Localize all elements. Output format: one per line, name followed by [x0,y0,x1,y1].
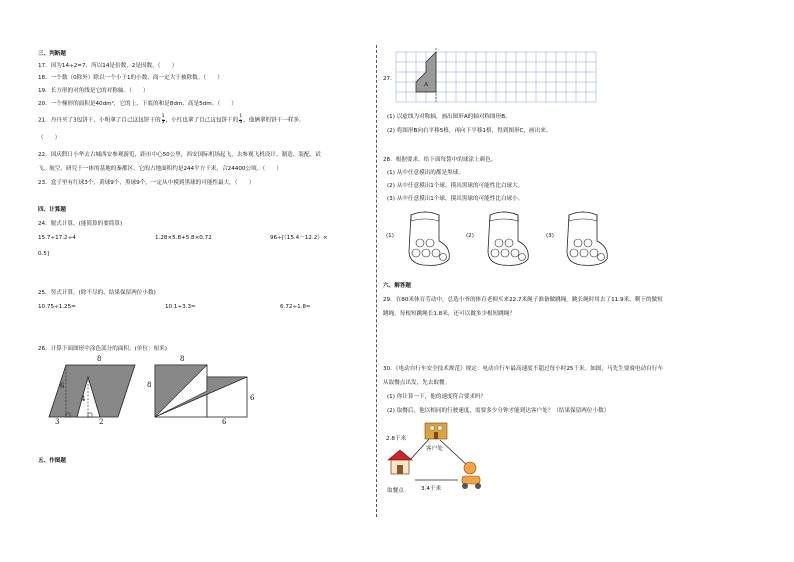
sock-label-1: (1) [386,233,394,239]
fig1-height-label: 6 [60,382,65,390]
fig2-right-label: 6 [250,394,255,402]
customer-label: 客户处 [426,446,443,452]
fig1-top-label: 8 [97,355,102,363]
division-expression-3: 6.72÷1.8≈ [280,304,311,310]
question-27-part2: (2) 将图形B向右平移5格，再向下平移1格，得到图形C，画出来。 [387,128,552,134]
question-27: 27． [383,76,396,82]
question-19: 19．长方形的对角线是它的对称轴。（ ） [38,88,149,94]
question-22-line2: 飞、航空、研究于一体的基地的秦都区，它的占地面积约是244平方千米，合24400公顷。（ ） [38,166,282,172]
column-divider [376,45,377,517]
calc-expression-2: 1.28×5.8+5.8×0.72 [155,235,212,241]
calc-expression-1: 15.7÷17.2÷4 [38,235,76,241]
division-expression-2: 10.1÷3.3≈ [165,304,196,310]
section-judge-heading: 三、判断题 [38,51,66,57]
fig2-left-label: 8 [147,381,152,389]
shape-a-label: A [424,82,429,88]
question-29-line2: 跳绳。每根短跳绳长1.8米，还可以做多少根短跳绳？ [383,311,515,317]
pickup-label: 取餐点 [387,488,404,494]
distance-label-1: 2.8千米 [386,436,407,442]
distance-label-2: 3.4千米 [421,486,442,492]
fraction-one-third-a: $\frac{1}{3}$ [161,114,165,125]
question-17: 17．因为14÷2=7，所以14是倍数，2是因数。（ ） [38,63,178,69]
question-28: 28．根据要求，给下面每袋中的球涂上颜色。 [383,157,497,163]
fig1-inner-height-label: 4 [81,395,86,403]
question-30-part2: (2) 取餐后，他以相同的行驶速度，需要多少分钟才能到达客户处？（结果保留两位小数） [387,408,610,414]
question-26: 26．计算下面图形中涂色部分的面积。(单位：厘米) [38,346,167,352]
section-draw-heading: 五、作图题 [38,458,66,464]
fraction-one-third-b: $\frac{1}{3}$ [239,114,243,125]
question-24: 24．脱式计算。(能简算的要简算) [38,221,123,227]
question-28-part1: (1) 从中任意摸出的都是黑球。 [387,170,464,176]
calc-expression-3-cont: 0.5] [38,251,50,257]
question-30-line2: 从取餐点出发，先去取餐。 [383,380,451,386]
fig1-base-left-label: 3 [55,418,60,426]
question-23: 23．盒子里有红球3个，黄球9个，黑球9个，一定从中摸到黑球的可能性最大。（ ） [38,180,255,186]
question-30-line1: 30．《电动自行车安全技术规范》规定：电动自行车最高速度不超过每小时25千米。如图，马先生要骑电动自行车 [383,366,663,372]
question-21-post: ，他俩拿的饼干一样多。 [243,117,305,124]
section-solve-heading: 六、解答题 [383,283,411,289]
question-27-part1: (1) 以虚线为对称轴，画出图形A的轴对称图形B。 [387,114,511,120]
question-21-mid: ，小红也拿了自己这包饼干的 [165,117,239,124]
question-21-pre: 21．丹丹买了3包饼干，小明拿了自己这包饼干的 [38,117,161,124]
sock-bag-1 [403,207,453,267]
division-expression-1: 10.75÷1.25= [38,304,76,310]
question-30-part1: (1) 你计算一下，他的速度符合要求吗？ [387,394,487,400]
sock-bag-3 [561,207,611,267]
shaded-squares-figure [150,355,260,430]
question-18: 18．一个数（0除外）除以一个小于1的小数，商一定大于被除数。（ ） [38,75,223,81]
sock-label-2: (2) [466,233,474,239]
grid-with-shape-a [396,52,596,102]
section-calc-heading: 四、计算题 [38,207,66,213]
question-29-line1: 29．在80米体育劳动中，总选小爷的体育老师买来22.7米绳子准备做跳绳。跳长绳时用去了11.9米，剩下的做短 [383,297,663,303]
question-25: 25．竖式计算。(除不尽的，结果保留两位小数) [38,290,156,296]
fig2-bottom-label: 6 [222,418,227,426]
fig2-top-label: 8 [180,355,185,363]
question-20: 20．一个梯形的面积是40dm²，它的上、下底的和是8dm，高是5dm。（ ） [38,101,237,107]
question-28-part2: (2) 从中任意摸出1个球，摸出黑球的可能性比白球大。 [387,183,524,189]
fig1-base-right-label: 2 [99,418,104,426]
sock-bag-2 [482,207,532,267]
question-28-part3: (3) 从中任意摸出1个球，摸出黑球的可能性比白球小。 [387,196,524,202]
question-22-line1: 22．国庆假日小华去古城西安参观游览，距市中心50公里，西安国际机场起飞，去参观飞机设计、制造、装配、试 [38,152,321,158]
question-21-blank: （ ） [38,135,61,141]
sock-label-3: (3) [546,233,554,239]
calc-expression-3: 96÷[（15.4－12.2）× [270,235,328,241]
question-21 [38,115,305,125]
